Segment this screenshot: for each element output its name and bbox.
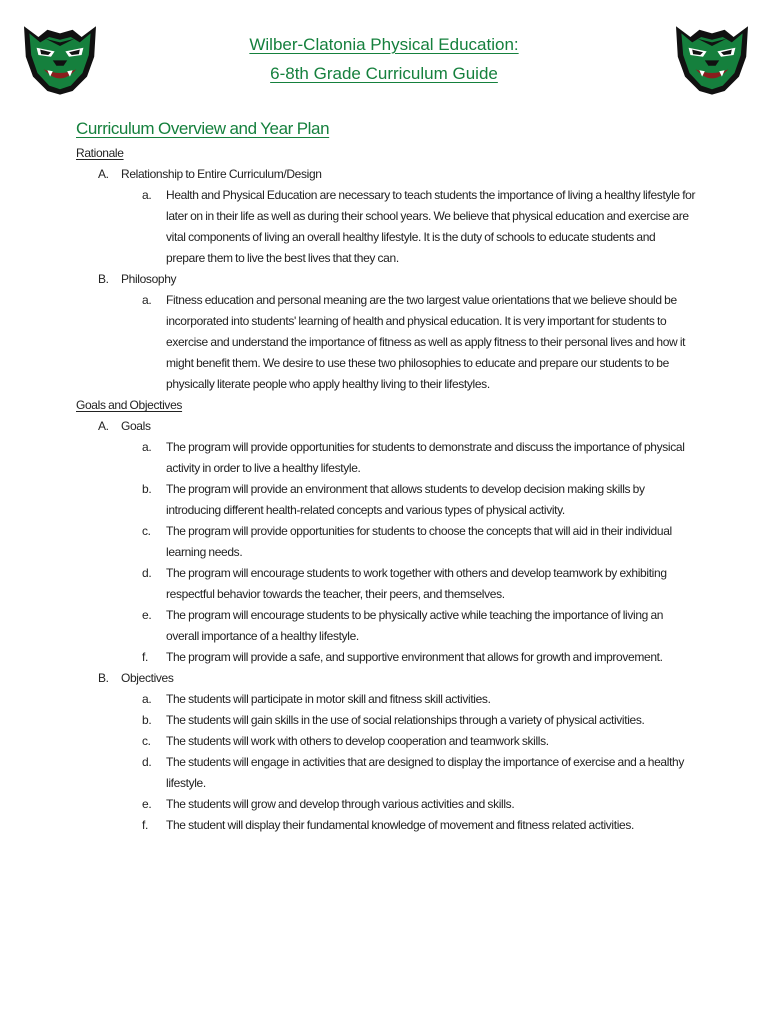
objective-text: The students will gain skills in the use of social relationships through a variety of physical activities.: [166, 713, 645, 727]
title-line-1: Wilber-Clatonia Physical Education:: [249, 35, 519, 54]
goal-item: [76, 647, 696, 668]
list-item-label: Philosophy: [121, 272, 177, 286]
goal-item: [76, 605, 696, 647]
objective-item: [76, 815, 696, 836]
paragraph-text: Health and Physical Education are necessary to teach students the importance of living a healthy lifestyle for later on in their life as well as during their school years. We believe that physical education and exercise are vital components of living an overall healthy lifestyle. It is the duty of schools to educate students and prepare them to live the best lives that they can.: [166, 188, 696, 265]
list-item: [76, 290, 696, 395]
goal-text: The program will provide opportunities for students to choose the concepts that will aid in their individual learning needs.: [166, 524, 672, 559]
goal-text: The program will provide an environment that allows students to develop decision making skills by introducing different health-related concepts and various types of physical activity.: [166, 482, 645, 517]
list-item-label: Objectives: [121, 671, 174, 685]
list-marker: a.: [142, 440, 152, 454]
list-marker: b.: [142, 482, 152, 496]
objective-item: [76, 731, 696, 752]
objective-text: The students will work with others to develop cooperation and teamwork skills.: [166, 734, 549, 748]
list-marker: c.: [142, 524, 151, 538]
title-line-2: 6-8th Grade Curriculum Guide: [270, 64, 498, 83]
objective-text: The student will display their fundamental knowledge of movement and fitness related activities.: [166, 818, 635, 832]
list-marker: a.: [142, 188, 152, 202]
goals-objectives-heading: Goals and Objectives: [76, 398, 183, 412]
list-marker: A.: [98, 167, 109, 181]
list-item: [76, 164, 696, 185]
objective-item: [76, 689, 696, 710]
list-marker: B.: [98, 671, 109, 685]
goal-text: The program will encourage students to be physically active while teaching the importance of living an overall importance of a healthy lifestyle.: [166, 608, 664, 643]
list-marker: A.: [98, 419, 109, 433]
goal-item: [76, 521, 696, 563]
list-marker: B.: [98, 272, 109, 286]
objective-text: The students will engage in activities that are designed to display the importance of exercise and a healthy lifestyle.: [166, 755, 685, 790]
goal-text: The program will provide a safe, and supportive environment that allows for growth and improvement.: [166, 650, 663, 664]
list-marker: a.: [142, 692, 152, 706]
list-item-label: Relationship to Entire Curriculum/Design: [121, 167, 322, 181]
objective-text: The students will grow and develop through various activities and skills.: [166, 797, 515, 811]
list-marker: e.: [142, 608, 152, 622]
list-marker: f.: [142, 818, 148, 832]
list-marker: d.: [142, 566, 152, 580]
page-title: [0, 30, 768, 88]
rationale-heading: Rationale: [76, 146, 124, 160]
goal-text: The program will encourage students to work together with others and develop teamwork by exhibiting respectful behavior towards the teacher, their peers, and themselves.: [166, 566, 667, 601]
list-marker: b.: [142, 713, 152, 727]
list-marker: a.: [142, 293, 152, 307]
list-marker: d.: [142, 755, 152, 769]
list-item: [76, 668, 696, 689]
list-marker: c.: [142, 734, 151, 748]
objective-item: [76, 752, 696, 794]
objective-item: [76, 794, 696, 815]
section-heading: Curriculum Overview and Year Plan: [76, 119, 330, 138]
goal-item: [76, 563, 696, 605]
goal-item: [76, 479, 696, 521]
list-marker: f.: [142, 650, 148, 664]
goal-item: [76, 437, 696, 479]
objective-item: [76, 710, 696, 731]
objective-text: The students will participate in motor skill and fitness skill activities.: [166, 692, 491, 706]
list-item: [76, 416, 696, 437]
list-item-label: Goals: [121, 419, 151, 433]
paragraph-text: Fitness education and personal meaning are the two largest value orientations that we believe should be incorporated into students' learning of health and physical education. It is very important for students to exercise and understand the importance of fitness as well as apply fitness to their personal lives and how it might benefit them. We desire to use these two philosophies to educate and prepare our students to be physically literate people who apply healthy living to their lifestyles.: [166, 293, 686, 391]
list-item: [76, 269, 696, 290]
document-body: [76, 116, 696, 836]
list-item: [76, 185, 696, 269]
goal-text: The program will provide opportunities for students to demonstrate and discuss the importance of physical activity in order to live a healthy lifestyle.: [166, 440, 685, 475]
list-marker: e.: [142, 797, 152, 811]
